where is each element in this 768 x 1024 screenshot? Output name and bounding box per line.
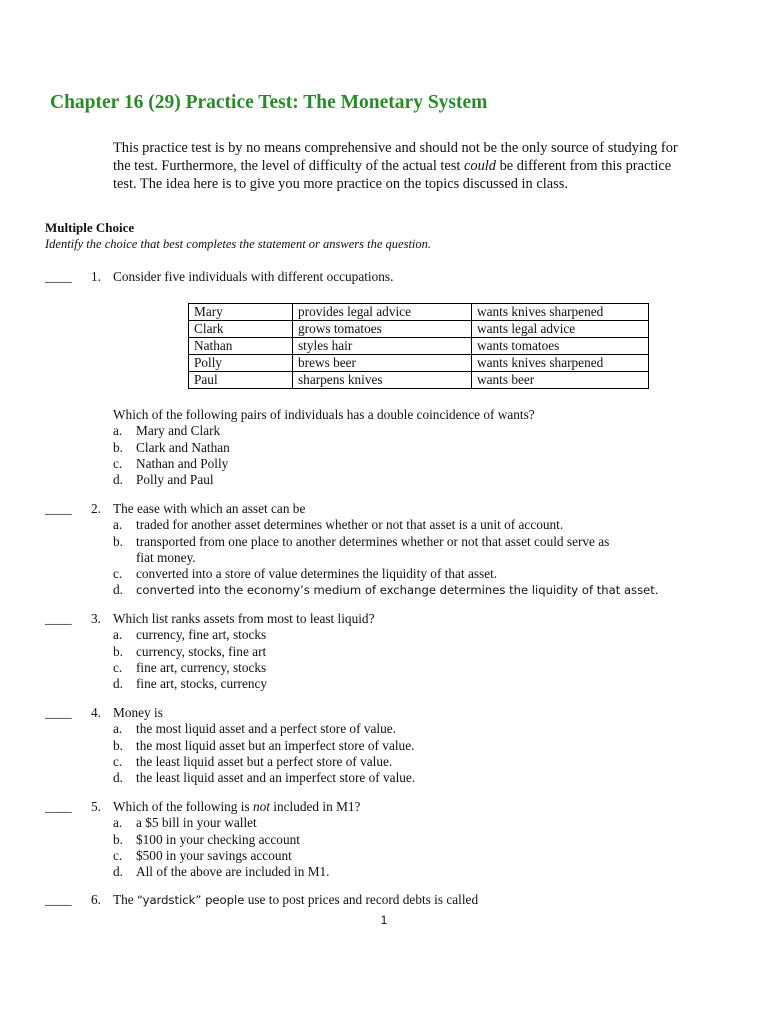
- question-5-line: [45, 799, 725, 815]
- intro-emphasis: could: [464, 158, 496, 174]
- choice-letter: c.: [113, 566, 123, 582]
- choice-b: [45, 534, 725, 550]
- choice-letter: b.: [113, 831, 123, 847]
- answer-blank: ____: [45, 501, 72, 516]
- table-cell: brews beer: [293, 355, 472, 372]
- question-number: 5.: [91, 799, 101, 814]
- choice-d: [45, 582, 725, 598]
- intro-line-1: This practice test is by no means comprehensive and should not be the only source of studying for: [113, 140, 678, 156]
- choice-b-continued: [45, 550, 725, 566]
- choice-a: [45, 721, 725, 737]
- question-1-line: [45, 269, 725, 285]
- answer-blank: ____: [45, 269, 72, 284]
- choice-letter: b.: [113, 737, 123, 753]
- choice-letter: b.: [113, 643, 123, 659]
- table-cell: wants knives sharpened: [472, 304, 649, 321]
- answer-blank: ____: [45, 892, 72, 907]
- stem-start: Which of the following is: [113, 799, 253, 814]
- choice-text: the least liquid asset but a perfect store of value.: [136, 753, 393, 769]
- question-number: 1.: [91, 269, 101, 284]
- choice-letter: b.: [113, 533, 123, 549]
- followup-question: Which of the following pairs of individuals has a double coincidence of wants?: [113, 407, 535, 422]
- choice-text: currency, fine art, stocks: [136, 627, 267, 643]
- intro-line-2-start: the test. Furthermore, the level of difficulty of the actual test: [113, 158, 464, 174]
- question-2-line: [45, 501, 725, 517]
- question-stem: The ease with which an asset can be: [113, 501, 306, 516]
- choice-letter: d.: [113, 676, 123, 692]
- choice-text: $500 in your savings account: [136, 847, 292, 863]
- choice-letter: d.: [113, 864, 123, 880]
- table-cell: Mary: [189, 304, 293, 321]
- choice-c: [45, 754, 725, 770]
- choice-d: [45, 676, 725, 692]
- answer-blank: ____: [45, 799, 72, 814]
- choice-b: [45, 738, 725, 754]
- table-row: [189, 372, 649, 389]
- choice-letter: c.: [113, 753, 123, 769]
- intro-line-2: [113, 157, 723, 175]
- table-cell: Paul: [189, 372, 293, 389]
- choice-text: $100 in your checking account: [136, 831, 300, 847]
- choice-a: [45, 423, 725, 439]
- section-instructions: Identify the choice that best completes the statement or answers the question.: [45, 237, 432, 251]
- page-number: 1: [380, 913, 388, 927]
- question-6-line: [45, 892, 725, 908]
- stem-end: included in M1?: [269, 799, 361, 814]
- question-3: [45, 611, 725, 692]
- question-2: [45, 501, 725, 599]
- question-4: [45, 705, 725, 786]
- table-cell: styles hair: [293, 338, 472, 355]
- choice-text: converted into a store of value determines the liquidity of that asset.: [136, 566, 498, 582]
- question-1: [45, 269, 725, 285]
- choice-a: [45, 627, 725, 643]
- choice-text: the most liquid asset and a perfect store of value.: [136, 721, 396, 737]
- question-number: 3.: [91, 611, 101, 626]
- table-cell: Nathan: [189, 338, 293, 355]
- intro-line-3: test. The idea here is to give you more practice on the topics discussed in class.: [113, 176, 568, 192]
- stem-start: The: [113, 892, 137, 907]
- table-cell: provides legal advice: [293, 304, 472, 321]
- choice-text: fiat money.: [136, 549, 196, 565]
- table-row: [189, 304, 649, 321]
- followup-line: [45, 407, 725, 423]
- choice-text: Polly and Paul: [136, 472, 214, 488]
- choice-c: [45, 660, 725, 676]
- page-title: Chapter 16 (29) Practice Test: The Monetary System: [50, 92, 488, 113]
- choice-text: All of the above are included in M1.: [136, 864, 330, 880]
- choice-letter: a.: [113, 721, 123, 737]
- choice-d: [45, 770, 725, 786]
- table-cell: Clark: [189, 321, 293, 338]
- choice-a: [45, 517, 725, 533]
- intro-paragraph: [113, 139, 723, 193]
- question-number: 4.: [91, 705, 101, 720]
- table-cell: Polly: [189, 355, 293, 372]
- choice-text: the most liquid asset but an imperfect store of value.: [136, 737, 415, 753]
- choice-text: currency, stocks, fine art: [136, 643, 267, 659]
- occupations-table: [188, 303, 649, 389]
- choice-letter: a.: [113, 517, 123, 533]
- answer-blank: ____: [45, 611, 72, 626]
- question-6: [45, 892, 725, 908]
- stem-end: use to post prices and record debts is called: [244, 892, 479, 907]
- choice-letter: c.: [113, 847, 123, 863]
- choice-text: transported from one place to another determines whether or not that asset could serve as: [136, 533, 610, 549]
- choice-b: [45, 832, 725, 848]
- question-stem: Which list ranks assets from most to least liquid?: [113, 611, 375, 626]
- table-row: [189, 321, 649, 338]
- question-stem: Consider five individuals with different occupations.: [113, 269, 394, 284]
- choice-text: a $5 bill in your wallet: [136, 815, 257, 831]
- choice-c: [45, 848, 725, 864]
- choice-text: Clark and Nathan: [136, 439, 230, 455]
- table-cell: wants tomatoes: [472, 338, 649, 355]
- table-cell: wants knives sharpened: [472, 355, 649, 372]
- answer-blank: ____: [45, 705, 72, 720]
- choice-letter: a.: [113, 423, 123, 439]
- stem-emphasis: not: [252, 799, 270, 814]
- question-stem: [113, 892, 478, 908]
- question-number: 2.: [91, 501, 101, 516]
- question-number: 6.: [91, 892, 101, 907]
- question-4-line: [45, 705, 725, 721]
- table-row: [189, 355, 649, 372]
- choice-text: fine art, currency, stocks: [136, 659, 267, 675]
- question-1-followup: [45, 407, 725, 488]
- question-stem: [113, 799, 360, 815]
- choice-letter: d.: [113, 582, 123, 598]
- choice-text: Nathan and Polly: [136, 455, 229, 471]
- section-heading: Multiple Choice: [45, 220, 135, 235]
- choice-letter: d.: [113, 472, 123, 488]
- intro-line-2-end: be different from this practice: [495, 158, 672, 174]
- choice-b: [45, 440, 725, 456]
- choice-text: fine art, stocks, currency: [136, 676, 268, 692]
- choice-text: traded for another asset determines whether or not that asset is a unit of account.: [136, 517, 564, 533]
- question-3-line: [45, 611, 725, 627]
- choice-d: [45, 864, 725, 880]
- question-stem: Money is: [113, 705, 163, 720]
- question-5: [45, 799, 725, 880]
- choice-letter: b.: [113, 439, 123, 455]
- choice-a: [45, 815, 725, 831]
- choice-text: converted into the economy’s medium of exchange determines the liquidity of that asset.: [136, 583, 659, 598]
- choice-d: [45, 472, 725, 488]
- choice-letter: d.: [113, 770, 123, 786]
- choice-letter: a.: [113, 627, 123, 643]
- choice-c: [45, 456, 725, 472]
- choice-text: Mary and Clark: [136, 423, 221, 439]
- stem-quoted: “yardstick” people: [137, 893, 245, 907]
- table-cell: grows tomatoes: [293, 321, 472, 338]
- choice-letter: c.: [113, 455, 123, 471]
- choice-c: [45, 566, 725, 582]
- choice-text: the least liquid asset and an imperfect store of value.: [136, 770, 416, 786]
- choice-letter: a.: [113, 815, 123, 831]
- choice-b: [45, 644, 725, 660]
- table-row: [189, 338, 649, 355]
- choice-letter: c.: [113, 659, 123, 675]
- table-cell: wants beer: [472, 372, 649, 389]
- table-cell: sharpens knives: [293, 372, 472, 389]
- table-cell: wants legal advice: [472, 321, 649, 338]
